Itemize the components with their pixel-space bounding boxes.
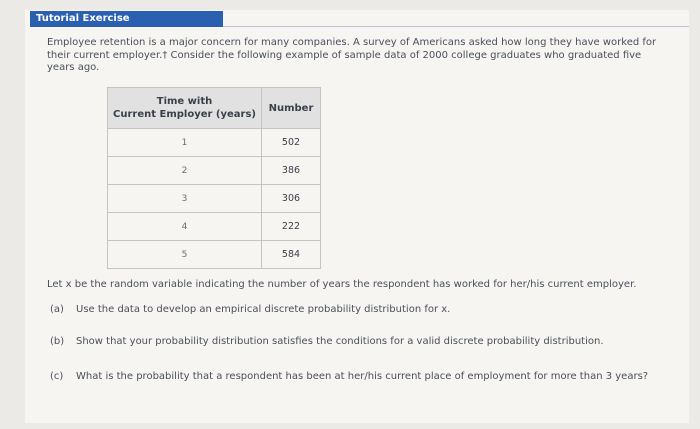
- cell-number: 584: [262, 241, 321, 269]
- part-c-text: What is the probability that a respondent has been at her/his current place of employment for more than 3 years?: [76, 371, 649, 382]
- cell-number: 306: [262, 185, 321, 213]
- cell-years: 5: [108, 241, 262, 269]
- cell-years: 4: [108, 213, 262, 241]
- column-header-time-line2: Current Employer (years): [113, 109, 256, 120]
- cell-number: 502: [262, 129, 321, 157]
- table-row: [108, 157, 321, 185]
- part-a-label: (a): [50, 304, 64, 315]
- question-stem: Let x be the random variable indicating the number of years the respondent has worked for her/his current employer.: [47, 279, 637, 290]
- table-row: [108, 241, 321, 269]
- column-header-time-line1: Time with: [156, 96, 213, 107]
- cell-years: 1: [108, 129, 262, 157]
- intro-paragraph: Employee retention is a major concern for many companies. A survey of Americans asked how long they have worked for their current employer.† Consider the following example of sample data of 2000 college graduates who graduated five years ago.: [47, 37, 657, 73]
- cell-years: 2: [108, 157, 262, 185]
- part-a-text: Use the data to develop an empirical discrete probability distribution for x.: [76, 304, 451, 315]
- column-header-number: Number: [262, 88, 321, 129]
- part-a: [50, 304, 450, 316]
- table-row: [108, 185, 321, 213]
- cell-number: 386: [262, 157, 321, 185]
- part-b: [50, 336, 604, 348]
- table-header-row: [108, 88, 321, 129]
- data-table: [107, 87, 321, 269]
- part-b-text: Show that your probability distribution satisfies the conditions for a valid discrete probability distribution.: [76, 336, 604, 347]
- cell-number: 222: [262, 213, 321, 241]
- exercise-title: Tutorial Exercise: [36, 13, 130, 24]
- header-divider: [223, 26, 689, 27]
- table-row: [108, 213, 321, 241]
- table-row: [108, 129, 321, 157]
- cell-years: 3: [108, 185, 262, 213]
- part-c: [50, 371, 648, 383]
- part-c-label: (c): [50, 371, 64, 382]
- column-header-time: [108, 88, 262, 129]
- part-b-label: (b): [50, 336, 65, 347]
